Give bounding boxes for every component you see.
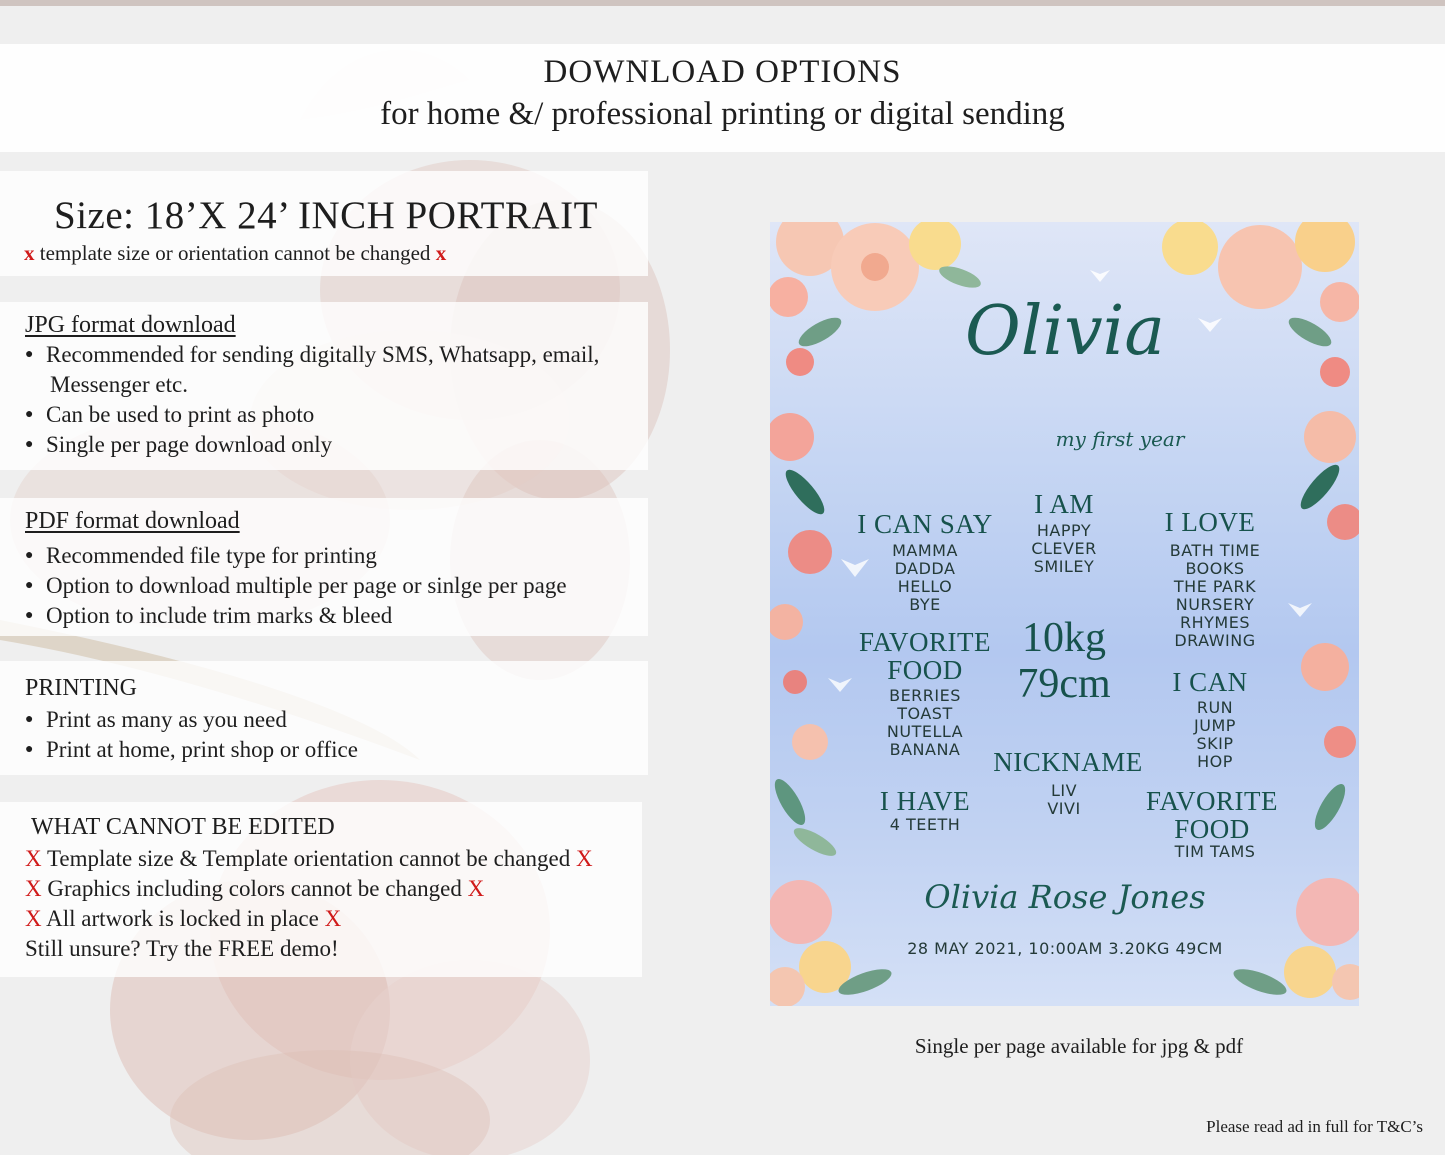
- list-item: THE PARK: [1173, 577, 1257, 596]
- list-item: TIM TAMS: [1174, 842, 1256, 861]
- poster-tagline: my first year: [1055, 427, 1185, 451]
- list-item: DRAWING: [1174, 631, 1256, 650]
- i-can-list: [1140, 699, 1290, 771]
- list-item: CLEVER: [1031, 539, 1097, 558]
- weight-value: 10kg: [1022, 615, 1106, 661]
- list-item: MAMMA: [892, 541, 958, 560]
- list-item: ● Can be used to print as photo: [25, 400, 599, 430]
- list-item: ● Print at home, print shop or office: [25, 735, 358, 765]
- list-item: HOP: [1197, 752, 1233, 771]
- pdf-bullet-list: [25, 541, 567, 631]
- not-editable-item: [25, 904, 593, 934]
- x-mark-icon: X: [467, 876, 485, 901]
- heading-line: FOOD: [1174, 814, 1250, 844]
- x-mark-icon: X: [25, 876, 42, 901]
- i-can-say-heading: I CAN SAY: [857, 509, 993, 539]
- printing-bullet-list: [25, 705, 358, 765]
- list-item: HELLO: [897, 577, 953, 596]
- heading-line: FAVORITE: [858, 627, 991, 657]
- not-editable-text: Template size & Template orientation cannot be changed: [41, 846, 576, 871]
- not-editable-lines: [25, 844, 593, 964]
- favorite-food-right-heading: [1132, 787, 1292, 843]
- x-mark-icon: x: [24, 241, 35, 265]
- terms-footnote: Please read ad in full for T&C’s: [1206, 1117, 1423, 1136]
- list-item: BOOKS: [1185, 559, 1245, 578]
- pdf-section-title: PDF format download: [25, 508, 240, 534]
- nickname-list: [989, 782, 1139, 818]
- favorite-food-list: [850, 687, 1000, 759]
- list-item: ● Recommended for sending digitally SMS, Whatsapp, email,: [25, 340, 599, 370]
- list-item: NURSERY: [1175, 595, 1255, 614]
- list-item-continuation: Messenger etc.: [50, 372, 188, 397]
- printing-section-title: PRINTING: [25, 675, 137, 701]
- list-item: RUN: [1196, 698, 1234, 717]
- list-item: ● Option to include trim marks & bleed: [25, 601, 567, 631]
- list-item: TOAST: [897, 704, 953, 723]
- not-editable-panel: [0, 802, 642, 977]
- i-love-heading: I LOVE: [1164, 507, 1256, 537]
- list-item: ● Option to download multiple per page or sinlge per page: [25, 571, 567, 601]
- list-item: SMILEY: [1033, 557, 1095, 576]
- printing-panel: [0, 661, 648, 775]
- list-item: HAPPY: [1036, 521, 1092, 540]
- list-item: ● Print as many as you need: [25, 705, 358, 735]
- favorite-food-heading: [850, 628, 1000, 684]
- list-item: BATH TIME: [1169, 541, 1261, 560]
- size-panel: [0, 171, 648, 276]
- list-item: LIV: [1050, 781, 1078, 800]
- nickname-heading: NICKNAME: [993, 747, 1143, 777]
- not-editable-text: All artwork is locked in place: [41, 906, 325, 931]
- list-item: VIVI: [1047, 799, 1081, 818]
- pdf-panel: [0, 498, 648, 636]
- not-editable-title: WHAT CANNOT BE EDITED: [31, 814, 335, 840]
- list-item: BANANA: [889, 740, 961, 759]
- x-mark-icon: x: [435, 241, 447, 265]
- list-item: SKIP: [1196, 734, 1234, 753]
- list-item: JUMP: [1194, 716, 1236, 735]
- list-item: NUTELLA: [886, 722, 964, 741]
- jpg-panel: [0, 302, 648, 470]
- size-note: [24, 241, 446, 266]
- header-banner: [0, 44, 1445, 152]
- size-title: Size: 18’X 24’ INCH PORTRAIT: [54, 194, 598, 237]
- jpg-bullet-list: [25, 340, 599, 460]
- list-item: BYE: [909, 595, 941, 614]
- not-editable-text: Graphics including colors cannot be changed: [41, 876, 468, 901]
- poster-caption: Single per page available for jpg & pdf: [914, 1034, 1244, 1058]
- poster-preview: [770, 222, 1359, 1006]
- i-love-list: [1140, 542, 1290, 650]
- list-item: DADDA: [894, 559, 956, 578]
- poster-full-name: Olivia Rose Jones: [924, 878, 1206, 916]
- list-item: ● Recommended file type for printing: [25, 541, 567, 571]
- x-mark-icon: X: [25, 846, 42, 871]
- x-mark-icon: X: [25, 906, 42, 931]
- not-editable-item: [25, 874, 593, 904]
- list-item: RHYMES: [1180, 613, 1250, 632]
- favorite-food-right-list: [1140, 843, 1290, 861]
- size-note-text: template size or orientation cannot be changed: [34, 241, 436, 265]
- i-can-say-list: [850, 542, 1000, 614]
- heading-line: FAVORITE: [1145, 786, 1278, 816]
- heading-line: FOOD: [887, 655, 963, 685]
- demo-line: Still unsure? Try the FREE demo!: [25, 936, 339, 961]
- i-have-list: [850, 816, 1000, 834]
- i-am-heading: I AM: [1034, 489, 1094, 519]
- list-item: BERRIES: [889, 686, 961, 705]
- i-am-list: [989, 522, 1139, 576]
- jpg-section-title: JPG format download: [25, 312, 236, 338]
- x-mark-icon: X: [575, 846, 593, 871]
- not-editable-item: [25, 844, 593, 874]
- x-mark-icon: X: [324, 906, 342, 931]
- poster-birth-details: 28 MAY 2021, 10:00AM 3.20KG 49CM: [907, 939, 1223, 958]
- list-item: ● Single per page download only: [25, 430, 599, 460]
- page-subtitle: for home &/ professional printing or digital sending: [380, 96, 1065, 132]
- page-title: DOWNLOAD OPTIONS: [543, 54, 902, 90]
- poster-name: Olivia: [965, 292, 1165, 371]
- i-have-heading: I HAVE: [879, 786, 971, 816]
- height-value: 79cm: [1017, 661, 1111, 707]
- list-item: 4 TEETH: [889, 815, 961, 834]
- i-can-heading: I CAN: [1172, 667, 1248, 697]
